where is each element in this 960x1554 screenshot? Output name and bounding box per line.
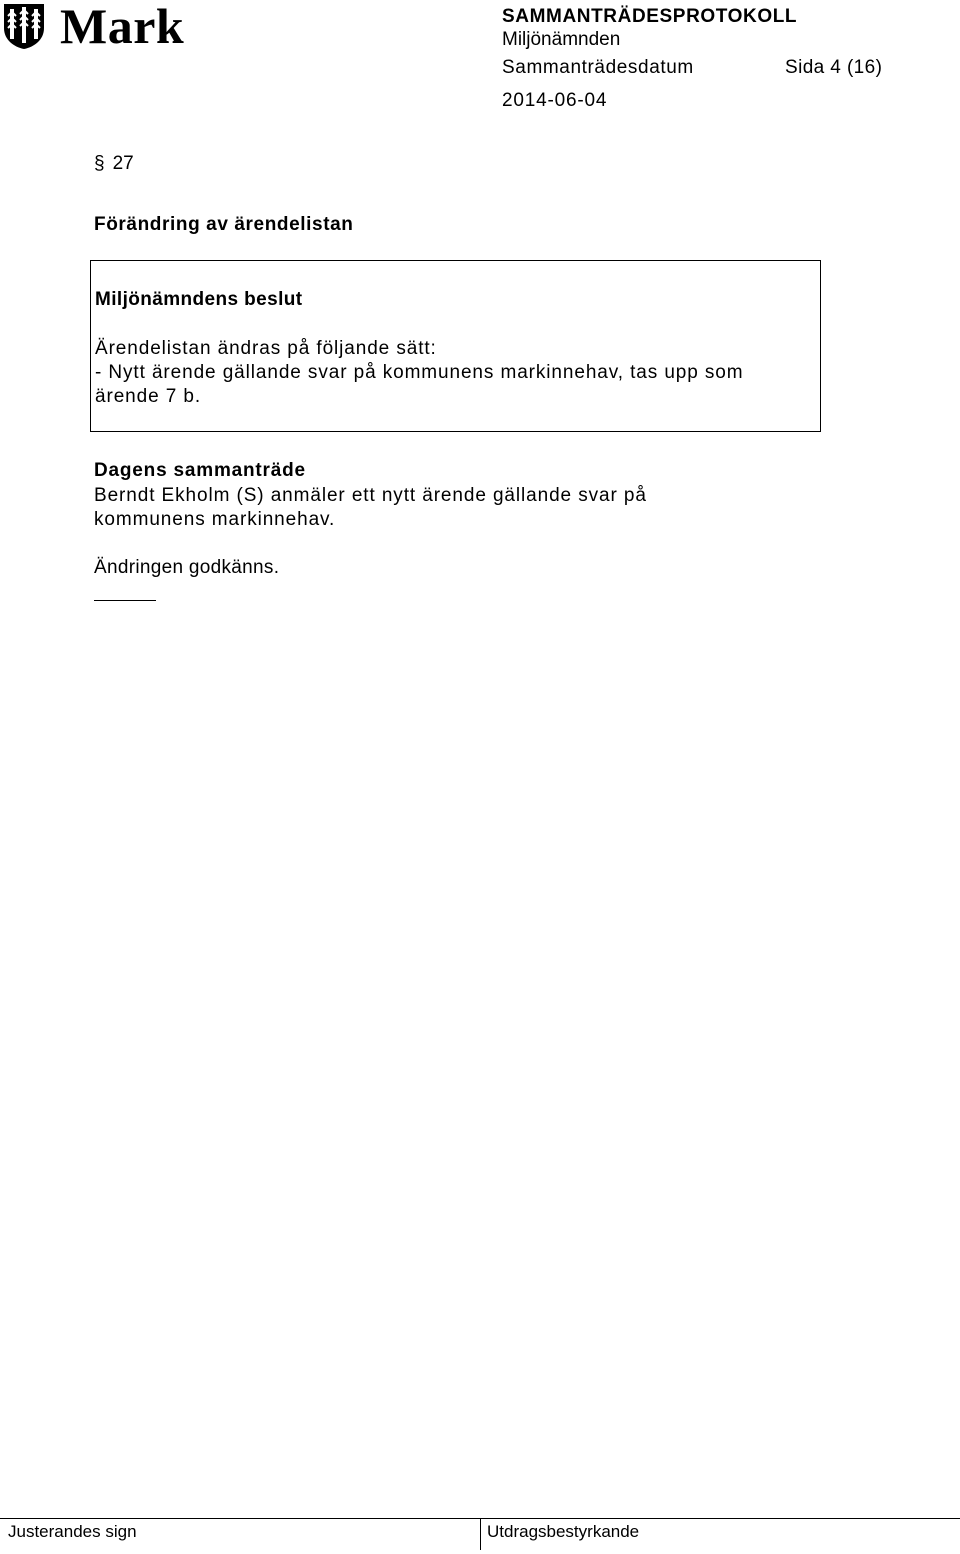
- decision-heading: Miljönämndens beslut: [95, 289, 303, 310]
- meeting-date: 2014-06-04: [502, 90, 608, 111]
- meeting-text-line: Berndt Ekholm (S) anmäler ett nytt ärende gällande svar på: [94, 485, 647, 506]
- footer-divider: [480, 1518, 481, 1550]
- decision-line: ärende 7 b.: [95, 386, 202, 407]
- logo-wordmark: Mark: [60, 0, 185, 54]
- meeting-date-label: Sammanträdesdatum: [502, 57, 694, 78]
- decision-line: - Nytt ärende gällande svar på kommunens markinnehav, tas upp som: [95, 362, 744, 383]
- board-name: Miljönämnden: [502, 29, 621, 50]
- meeting-heading: Dagens sammanträde: [94, 460, 306, 481]
- municipality-logo: [2, 0, 202, 54]
- extract-certification-label: Utdragsbestyrkande: [487, 1522, 640, 1541]
- paragraph-number-value: 27: [112, 153, 134, 174]
- approval-statement: Ändringen godkänns.: [94, 557, 280, 578]
- paragraph-number: [94, 152, 134, 176]
- decision-box: [90, 260, 821, 432]
- adjuster-signature-label: Justerandes sign: [8, 1522, 137, 1541]
- meeting-text-line: kommunens markinnehav.: [94, 509, 336, 530]
- document-type: SAMMANTRÄDESPROTOKOLL: [502, 6, 798, 27]
- section-sign: §: [94, 153, 105, 174]
- item-title: Förändring av ärendelistan: [94, 214, 354, 235]
- end-divider: [94, 600, 156, 601]
- decision-line: Ärendelistan ändras på följande sätt:: [95, 338, 437, 359]
- municipal-coat-of-arms-icon: [2, 2, 46, 50]
- page-number: Sida 4 (16): [785, 57, 883, 78]
